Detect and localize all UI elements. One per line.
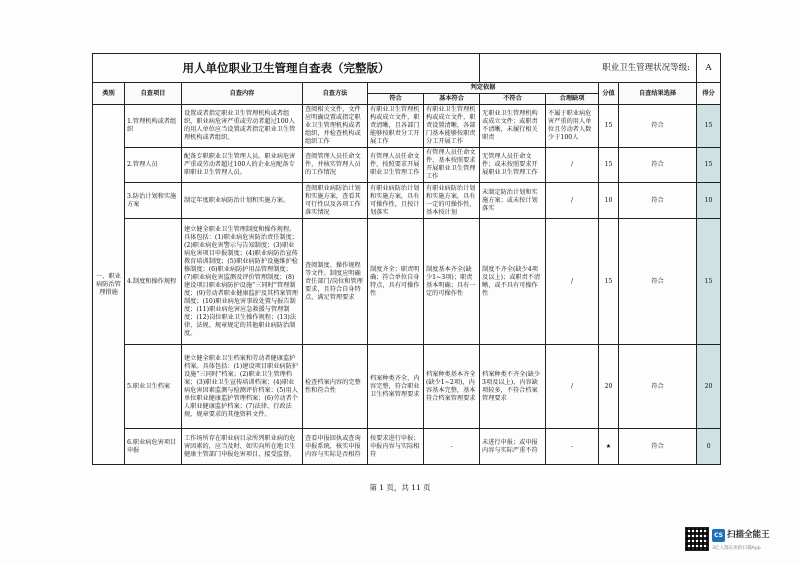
row-conform: 有职业病防治计划和实施方案，具有可操作性，且按计划落实 bbox=[368, 183, 424, 219]
row-score: 15 bbox=[697, 105, 721, 148]
header-method: 自查方法 bbox=[303, 83, 368, 105]
row-basic: 有管理人员任命文件，基本按照要求开展职业卫生管理工作 bbox=[424, 148, 480, 183]
row-item: 5.职业卫生档案 bbox=[125, 345, 182, 429]
row-conform: 按要求进行申报；申报内容与实际相符 bbox=[368, 429, 424, 465]
row-score: 20 bbox=[697, 345, 721, 429]
row-points: 15 bbox=[599, 148, 619, 183]
table-row bbox=[93, 148, 721, 183]
row-nonconform: 无管理人员任命文件；或未按照要求开展职业卫生管理工作 bbox=[480, 148, 546, 183]
page-number: 第 1 页，共 11 页 bbox=[369, 483, 431, 492]
row-result[interactable]: 符合 bbox=[619, 183, 697, 219]
row-nonconform: 未制定防治计划和实施方案；或未按计划落实 bbox=[480, 183, 546, 219]
row-method: 查阅职业病防治计划和实施方案，查看其可行性以及各项工作落实情况 bbox=[303, 183, 368, 219]
header-criteria: 判定依据 bbox=[368, 83, 599, 94]
row-method: 查阅制度、操作规程等文件。制度应明确责任部门/岗位和管理要求，且符合自身特点，满足管理要求 bbox=[303, 219, 368, 345]
row-score: 15 bbox=[697, 148, 721, 183]
row-points: 20 bbox=[599, 345, 619, 429]
row-basic: 有职业病防治计划和实施方案，具有一定的可操作性，基本按计划 bbox=[424, 183, 480, 219]
row-item: 6.职业病危害项目申报 bbox=[125, 429, 182, 465]
row-method: 检查档案内容的完整性和符合性 bbox=[303, 345, 368, 429]
row-points: ★ bbox=[599, 429, 619, 465]
row-content: 建立健全职业卫生管理制度和操作规程。具体包括：(1)职业病危害防治责任制度；(2)职业病危害警示与告知制度；(3)职业病危害项目申报制度；(4)职业病防治宣传教育培训制度；(5)职业病防护设施维护检修制度；(6)职业病防护用品管理制度；(7)职业病危害监测及评价管理制度；(8)建设项目职业病防护设施“三同时”管理制度；(9)劳动者职业健康监护及其档案管理制度；(10)职业病危害事故处置与报告制度；(11)职业病危害应急救援与管理制度；(12)岗位职业卫生操作规程；(13)法律、法规、规章规定的其他职业病防治制度。 bbox=[182, 219, 303, 345]
self-inspection-table bbox=[92, 53, 721, 465]
table-title: 用人单位职业卫生管理自查表（完整版） bbox=[93, 54, 480, 83]
row-method: 查阅相关文件，文件应明确设置或指定职业卫生管理机构或者组织，并检查机构或组织工作 bbox=[303, 105, 368, 148]
header-category: 类别 bbox=[93, 83, 125, 105]
scanner-app-tagline: 3亿人都在用的扫描App bbox=[712, 546, 761, 551]
header-points: 分值 bbox=[599, 83, 619, 105]
table-row bbox=[93, 219, 721, 345]
row-item: 2.管理人员 bbox=[125, 148, 182, 183]
row-content: 工作场所存在职业病目录所列职业病的危害因素的，应当及时、如实向所在地卫生健康主管部门申报危害项目，接受监督。 bbox=[182, 429, 303, 465]
row-result[interactable]: 符合 bbox=[619, 345, 697, 429]
row-nonconform: 未进行申报；或申报内容与实际严重不符 bbox=[480, 429, 546, 465]
row-reasonable: 不属于职业病危害严重的用人单位且劳动者人数少于100人 bbox=[546, 105, 599, 148]
row-result[interactable]: 符合 bbox=[619, 429, 697, 465]
row-result[interactable]: 符合 bbox=[619, 219, 697, 345]
header-basic: 基本符合 bbox=[424, 94, 480, 105]
row-content: 配备专职职业卫生管理人员。职业病危害严重或劳动者超过100人的企业应配备专职职业卫生管理人员。 bbox=[182, 148, 303, 183]
header-conform: 符合 bbox=[368, 94, 424, 105]
row-result[interactable]: 符合 bbox=[619, 148, 697, 183]
row-conform: 有职业卫生管理机构或成立文件，职责清晰，且各部门能够按职责分工开展工作 bbox=[368, 105, 424, 148]
row-reasonable: - bbox=[546, 429, 599, 465]
row-points: 15 bbox=[599, 219, 619, 345]
table-row bbox=[93, 183, 721, 219]
row-content: 建立健全职业卫生档案和劳动者健康监护档案。具体包括：(1)建设项目职业病防护设施“三同时”档案；(2)职业卫生管理档案；(3)职业卫生宣传培训档案；(4)职业病危害因素监测与检测评价档案；(5)用人单位职业健康监护管理档案；(6)劳动者个人职业健康监护档案；(7)法律、行政法规、规章要求的其他资料文件。 bbox=[182, 345, 303, 429]
table-row bbox=[93, 105, 721, 148]
row-reasonable: / bbox=[546, 219, 599, 345]
row-conform: 档案种类齐全，内容完整，符合职业卫生档案管理要求 bbox=[368, 345, 424, 429]
header-result: 自查结果选择 bbox=[619, 83, 697, 105]
camscanner-logo-icon: CS bbox=[712, 529, 725, 542]
row-conform: 制度齐全；职责明确；符合单位自身特点，具有可操作性 bbox=[368, 219, 424, 345]
level-value: A bbox=[697, 54, 721, 83]
level-label: 职业卫生管理状况等级: bbox=[480, 54, 697, 83]
row-score: 10 bbox=[697, 183, 721, 219]
row-basic: 档案种类基本齐全(缺少1~2项)，内容基本完整，基本符合档案管理要求 bbox=[424, 345, 480, 429]
table-row bbox=[93, 345, 721, 429]
row-conform: 有管理人员任命文件，按照要求开展职业卫生管理工作 bbox=[368, 148, 424, 183]
row-result[interactable]: 符合 bbox=[619, 105, 697, 148]
row-points: 10 bbox=[599, 183, 619, 219]
row-item: 4.制度和操作规程 bbox=[125, 219, 182, 345]
row-basic: 有职业卫生管理机构或成立文件，职责设置清晰，各部门基本能够按职责分工开展工作 bbox=[424, 105, 480, 148]
header-reasonable: 合理缺项 bbox=[546, 94, 599, 105]
row-content: 制定年度职业病防治计划和实施方案。 bbox=[182, 183, 303, 219]
header-score: 得分 bbox=[697, 83, 721, 105]
row-basic: - bbox=[424, 429, 480, 465]
row-content: 设置或者指定职业卫生管理机构或者组织，职业病危害严重或劳动者超过100人的用人单位应当设置或者指定职业卫生管理机构或者组织。 bbox=[182, 105, 303, 148]
row-nonconform: 制度不齐全(缺少4项及以上)；或职责不清晰，或不具有可操作性 bbox=[480, 219, 546, 345]
table-row bbox=[93, 429, 721, 465]
row-reasonable: / bbox=[546, 345, 599, 429]
category-cell: 一、职业病防治管理措施 bbox=[93, 105, 125, 465]
row-method: 查看申报回执或查询申报系统，核实申报内容与实际是否相符 bbox=[303, 429, 368, 465]
row-reasonable: / bbox=[546, 183, 599, 219]
row-item: 3.防治计划和实施方案 bbox=[125, 183, 182, 219]
header-content: 自查内容 bbox=[182, 83, 303, 105]
row-nonconform: 无职业卫生管理机构或成立文件；或职责不清晰，未履行相关职责 bbox=[480, 105, 546, 148]
row-nonconform: 档案种类不齐全(缺少3项及以上)，内容缺项较多，不符合档案管理要求 bbox=[480, 345, 546, 429]
row-item: 1.管理机构或者组织 bbox=[125, 105, 182, 148]
row-points: 15 bbox=[599, 105, 619, 148]
row-reasonable: / bbox=[546, 148, 599, 183]
row-score: 15 bbox=[697, 219, 721, 345]
row-score: 0 bbox=[697, 429, 721, 465]
qr-code-icon bbox=[685, 527, 709, 551]
row-method: 查阅管理人员任命文件，并核实管理人员的工作情况 bbox=[303, 148, 368, 183]
header-item: 自查项目 bbox=[125, 83, 182, 105]
scanner-app-name: 扫描全能王 bbox=[727, 530, 770, 540]
header-nonconform: 不符合 bbox=[480, 94, 546, 105]
row-basic: 制度基本齐全(缺少1~3项)；职责基本明确；具有一定的可操作性 bbox=[424, 219, 480, 345]
